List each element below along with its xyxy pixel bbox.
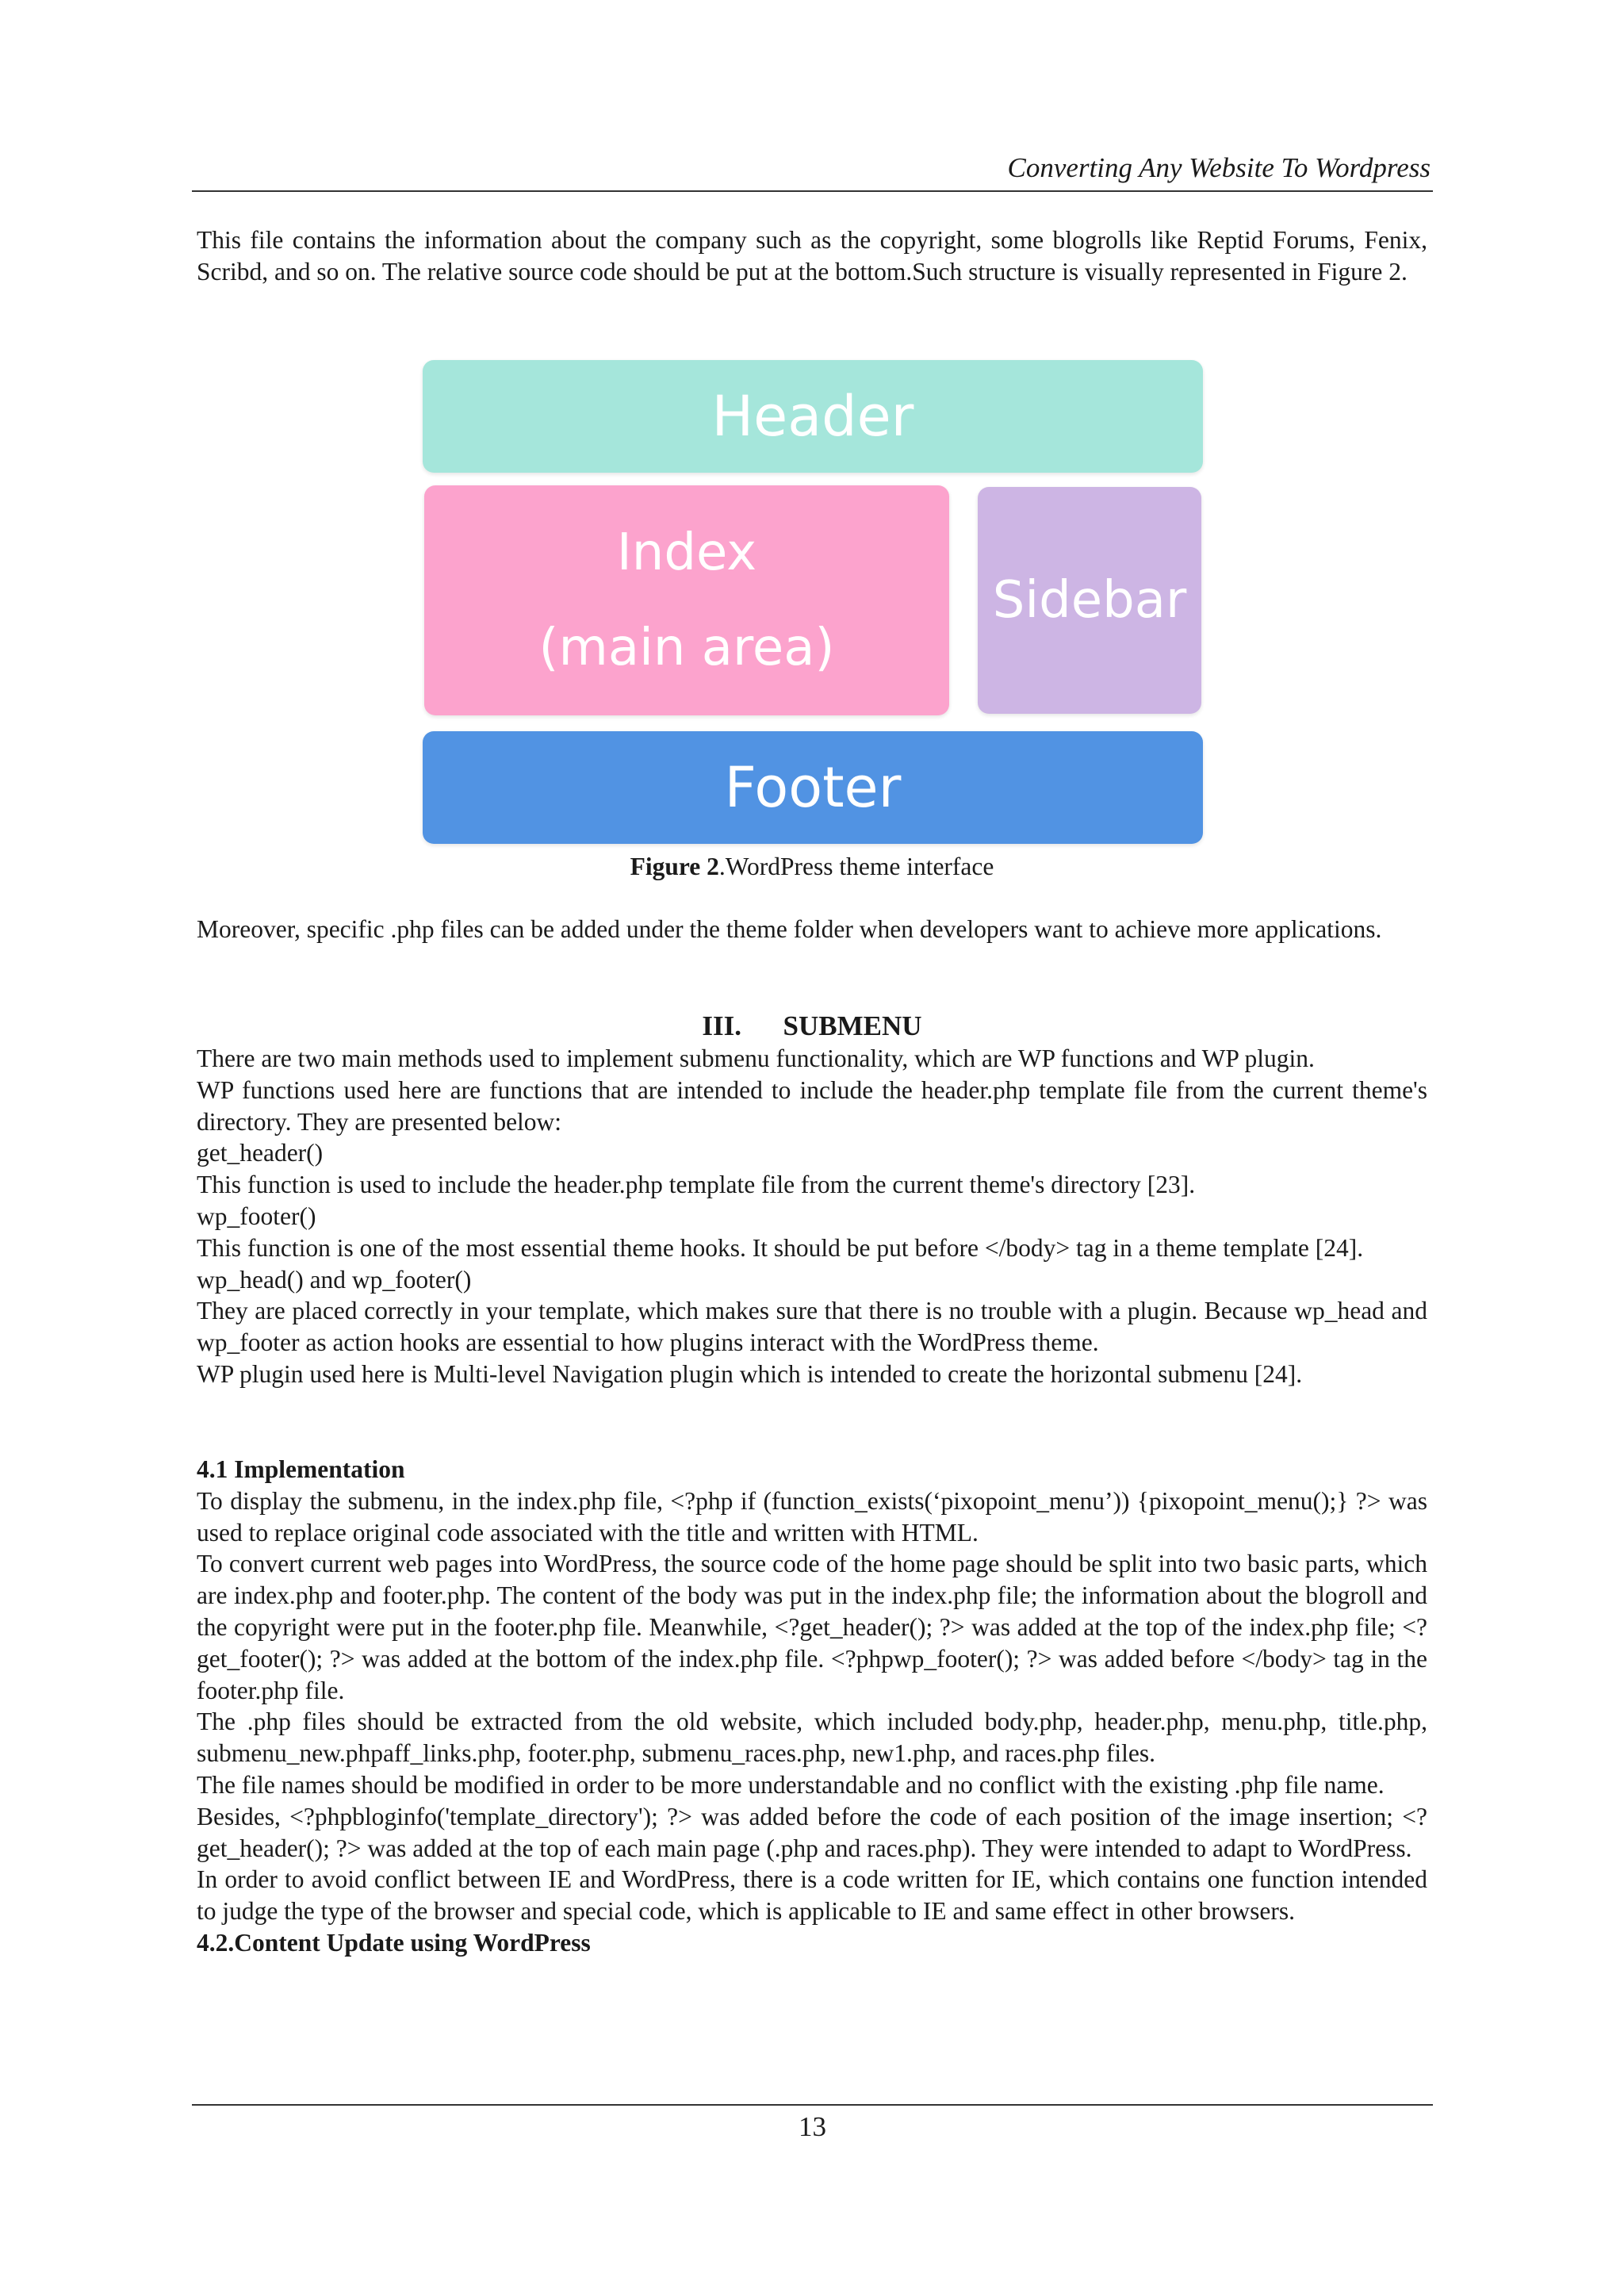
figure-index-label: Index: [616, 523, 757, 582]
submenu-line: There are two main methods used to implement submenu functionality, which are WP functions and WP plugin.: [197, 1045, 1315, 1072]
implementation-paragraph: The file names should be modified in order to be more understandable and no conflict with the existing .php file name.: [197, 1770, 1385, 1799]
figure-footer-box: [423, 731, 1203, 844]
figure-caption: [197, 851, 1427, 883]
implementation-paragraph: Besides, <?phpbloginfo('template_directory'); ?> was added before the code of each position of the image insertion; <? get_header(); ?> was added at the top of each main page (.php and races.php). They were intended to adapt to WordPress.: [197, 1802, 1427, 1862]
content-update-heading: 4.2.Content Update using WordPress: [197, 1928, 591, 1957]
submenu-line: This function is used to include the header.php template file from the current theme's directory [23].: [197, 1171, 1196, 1199]
submenu-line: This function is one of the most essential theme hooks. It should be put before </body> tag in a theme template [24].: [197, 1233, 1364, 1262]
implementation-heading: 4.1 Implementation: [197, 1455, 405, 1483]
function-name: get_header(): [197, 1139, 324, 1167]
intro-section: [197, 224, 1427, 288]
implementation-paragraph: To display the submenu, in the index.php file, <?php if (function_exists(‘pixopoint_menu’)) {pixopoint_menu();} ?> was used to replace original code associated with the title and written with HTML.: [197, 1486, 1427, 1547]
figure-sidebar-label: Sidebar: [992, 571, 1187, 630]
implementation-paragraph: To convert current web pages into WordPress, the source code of the home page should be split into two basic parts, which are index.php and footer.php. The content of the body was put in the index.php file; the information about the blogroll and the copyright were put in the footer.php file. Meanwhile, <?get_header(); ?> was added at the top of the index.php file; <? get_footer(); ?> was added at the bottom of the index.php file. <?phpwp_footer(); ?> was added before </body> tag in the footer.php file.: [197, 1550, 1427, 1704]
header-rule: [192, 190, 1433, 192]
figure-header-box: [423, 360, 1203, 473]
implementation-section: [197, 1454, 1427, 1959]
figure-index-sublabel: (main area): [538, 619, 835, 677]
submenu-line: WP plugin used here is Multi-level Navigation plugin which is intended to create the horizontal submenu [24].: [197, 1359, 1303, 1388]
submenu-section: [197, 1043, 1427, 1390]
section-number: III.: [702, 1010, 742, 1041]
running-head: Converting Any Website To Wordpress: [1007, 152, 1431, 183]
moreover-paragraph: Moreover, specific .php files can be added under the theme folder when developers want to achieve more applications.: [197, 915, 1382, 943]
function-name: wp_footer(): [197, 1202, 316, 1230]
function-name: wp_head() and wp_footer(): [197, 1265, 472, 1294]
figure-index-box: [424, 485, 949, 715]
figure-caption-text: .WordPress theme interface: [718, 853, 994, 880]
moreover-section: [197, 914, 1427, 945]
theme-interface-figure: [420, 358, 1207, 846]
figure-footer-label: Footer: [724, 755, 902, 820]
figure-header-label: Header: [711, 384, 914, 449]
submenu-line: WP functions used here are functions that are intended to include the header.php template file from the current theme's directory. They are presented below:: [197, 1075, 1427, 1136]
figure-caption-label: Figure 2: [630, 853, 719, 880]
submenu-line: They are placed correctly in your template, which makes sure that there is no trouble with a plugin. Because wp_head and wp_footer as action hooks are essential to how plugins interact with the WordPress theme.: [197, 1297, 1427, 1357]
implementation-paragraph: The .php files should be extracted from the old website, which included body.php, header.php, menu.php, title.php, submenu_new.phpaff_links.php, footer.php, submenu_races.php, new1.php, and races.php files.: [197, 1708, 1427, 1768]
implementation-paragraph: In order to avoid conflict between IE and WordPress, there is a code written for IE, which contains one function intended to judge the type of the browser and special code, which is applicable to IE and same effect in other browsers.: [197, 1865, 1427, 1926]
footer-rule: [192, 2104, 1433, 2106]
intro-paragraph: This file contains the information about the company such as the copyright, some blogrolls like Reptid Forums, Fenix, Scribd, and so on. The relative source code should be put at the bottom.Such structure is visually represented in Figure 2.: [197, 226, 1427, 286]
section-heading: [197, 1009, 1427, 1044]
page-number: 13: [799, 2111, 826, 2142]
section-title: SUBMENU: [783, 1010, 922, 1041]
figure-sidebar-box: [978, 487, 1201, 714]
